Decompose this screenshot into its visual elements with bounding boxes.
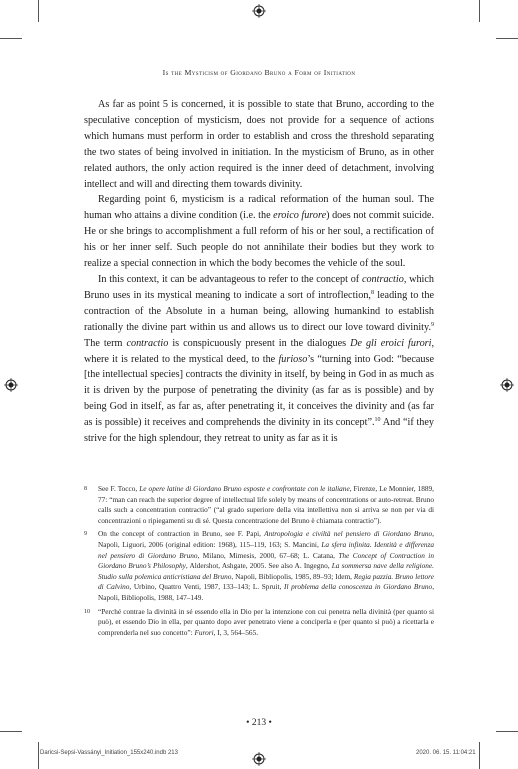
italic-title: Il problema della conoscenza in Giordano Bruno — [284, 582, 433, 592]
paragraph-text: As far as point 5 is concerned, it is possible to state that Bruno, according to the speculative conception of mysticism, does not provide for a sequence of actions which humans must perform in order to establish and cross the threshold separating the two states of being involved in initiation. In the mysticism of Bruno, as in other related authors, the only action required is the inner deed of detachment, involving intellect and will and directing them towards divinity. — [84, 99, 434, 190]
page-number: • 213 • — [246, 718, 272, 728]
footnote-ref[interactable]: 8 — [370, 289, 374, 296]
italic-term: eroico furore — [273, 210, 327, 222]
paragraph-text: Regarding point 6, mysticism is a radical reformation of the human soul. The human who attains a divine condition (i.e. the — [84, 194, 434, 222]
footnote-ref[interactable]: 9 — [431, 321, 434, 328]
crop-mark — [496, 731, 518, 732]
paragraph — [84, 192, 434, 272]
footnote-text: “Perché contrae la divinità in sé essendo ella in Dio per la intenzione con cui penetra nella divinità (per quanto si può), et essendo Dio in ella, per quanto dopo aver penetrato viene a conciperla e (per quanto si può) a ricettarla e comprenderla nel suo concetto”: — [98, 606, 434, 637]
footnote-text: , Napoli, Bibliopolis, 1988, 147–149. — [98, 582, 435, 602]
italic-title: Regia pazzia. Bruno lettore di Calvino — [98, 571, 434, 592]
paragraph-text: ’s “turning into God: “because [the intellectual species] contracts the divinity in itself, by being in God in as much as it is driven by the purpose of penetrating the divinity (as far as is possible) and by being God in itself, as far as, after penetrating it, it conceives the divinity and (as far as is possible) it receives and comprehends the divinity in its concept”. — [84, 353, 434, 429]
paragraph-text: In this context, it can be advantageous to refer to the concept of — [98, 273, 362, 285]
crop-mark — [479, 0, 480, 22]
footnote-10 — [84, 607, 434, 639]
footnote-number: 10 — [84, 608, 90, 615]
registration-mark-right-icon — [500, 378, 514, 392]
paragraph-text: , where it is related to the mystical deed, to the — [84, 337, 435, 365]
italic-title: La sommersa nave della religione. Studio sulla polemica anticristiana del Bruno — [98, 561, 434, 581]
footnote-text: , Napoli, Liguori, 2006 (original edition: 1968), 115–119, 163; S. Mancini, — [98, 529, 434, 549]
footnote-number: 9 — [84, 531, 87, 538]
footnote-text: , Urbino, Quattro Venti, 1987, 133–143; L. Spruit, — [129, 582, 285, 592]
footnote-text: On the concept of contraction in Bruno, see F. Papi, — [98, 529, 265, 539]
paragraph-text: ) does not commit suicide. He or she brings to accomplishment a full reform of his or her soul, a rectification of his or her inner self. Such people do not annihilate their bodies but they work to realize a special connection in which the body becomes the vehicle of the soul. — [84, 210, 434, 270]
paragraph — [84, 97, 434, 192]
footnote-text: , Napoli, Bibliopolis, 1985, 89–93; Idem, — [231, 571, 354, 581]
footnote-9 — [84, 529, 434, 603]
italic-title: Antropologia e civiltà nel pensiero di Giordano Bruno — [264, 529, 433, 539]
running-head: Is the Mysticism of Giordano Bruno a Form of Initiation — [162, 68, 356, 77]
italic-title: De gli eroici furori — [350, 337, 432, 349]
crop-mark — [479, 742, 480, 769]
crop-mark — [38, 0, 39, 22]
paragraph-text: leading to the contraction of the Absolute in a human being, allowing humankind to establish rationally the divine part within us and allows us to direct our love toward divinity. — [84, 289, 434, 333]
footnote-text: , Aldershot, Ashgate, 2005. See also A. Ingegno, — [185, 561, 332, 571]
registration-mark-bottom-icon — [252, 752, 266, 766]
body-text — [84, 97, 434, 447]
printer-slug-file: Daricsi-Sepsi-Vassányi_Initiation_155x240.indb 213 — [40, 750, 178, 756]
italic-title: La sfera infinita. Identità e differenza nel pensiero di Giordano Bruno — [98, 539, 434, 560]
italic-title: The Concept of Contraction in Giordano Bruno’s Philosophy — [98, 550, 434, 571]
registration-mark-top-icon — [252, 4, 266, 18]
printer-slug-date: 2020. 06. 15. 11:04:21 — [416, 750, 476, 756]
footnote-ref[interactable]: 10 — [374, 417, 381, 424]
footnote-text: , I, 3, 564–565. — [213, 627, 259, 637]
footnotes — [84, 484, 434, 641]
paragraph-text: , which Bruno uses in its mystical meaning to indicate a sort of introflection, — [84, 273, 434, 301]
crop-mark — [496, 38, 518, 39]
italic-term: contractio — [361, 273, 404, 285]
paragraph-text: is conspicuously present in the dialogues — [168, 337, 351, 349]
crop-mark — [0, 731, 22, 732]
italic-title: Le opere latine di Giordano Bruno esposte e confrontate con le italiane — [139, 484, 350, 493]
italic-term: contractio — [126, 337, 169, 349]
paragraph-text: The term — [84, 337, 127, 349]
footnote-text: See F. Tocco, — [98, 484, 140, 493]
footnote-8 — [84, 484, 434, 526]
italic-title: Furori — [194, 627, 214, 637]
footnote-text: , Firenze, Le Monnier, 1889, 77: “man can reach the superior degree of intellectual life solely by means of concentrations or auto-retreat. Bruno calls such a concentration contractio” (“al grado superiore della vita intellettiva non si arriva se non per via di concentrazioni o ripiegamenti su di sé. Questa concentrazione del Bruno è chiamata contractio”). — [98, 484, 434, 525]
crop-mark — [0, 38, 22, 39]
footnote-number: 8 — [84, 486, 87, 492]
crop-mark — [38, 742, 39, 769]
footnote-text: , Milano, Mimesis, 2000, 67–68; L. Catana, — [197, 550, 339, 560]
registration-mark-left-icon — [4, 378, 18, 392]
italic-term: furioso — [278, 353, 308, 365]
paragraph — [84, 272, 434, 447]
paragraph-text: And “if they strive for the high splendour, they retreat to unity as far as it is — [84, 417, 434, 445]
